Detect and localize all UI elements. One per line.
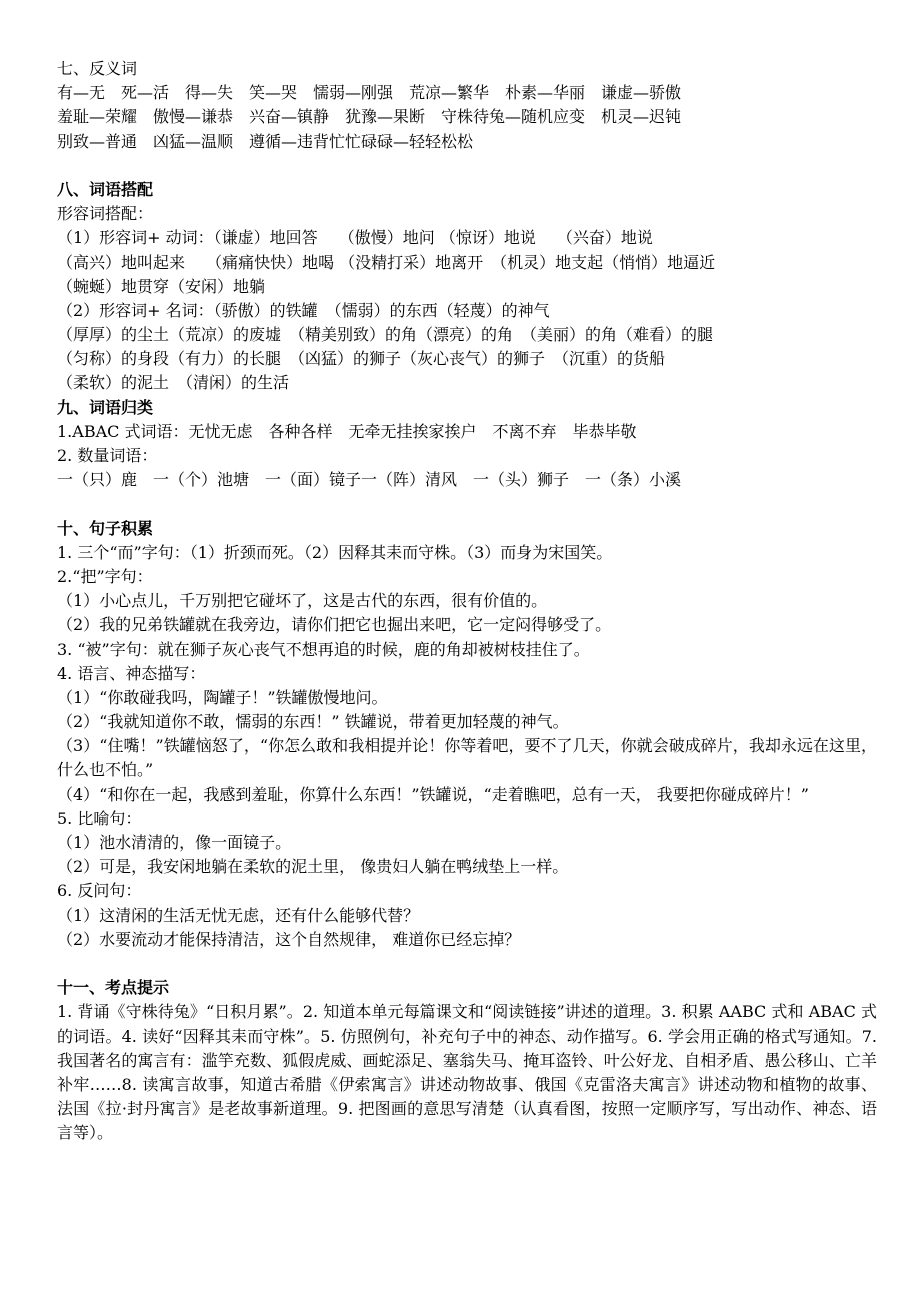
sentence-line-7: （1）“你敢碰我吗，陶罐子！”铁罐傲慢地问。 <box>57 687 388 707</box>
collocation-line-4: （蜿蜒）地贯穿（安闲）地躺 <box>57 276 266 296</box>
sentence-line-5: 3. “被”字句：就在狮子灰心丧气不想再追的时候，鹿的角却被树枝挂住了。 <box>57 639 590 659</box>
classify-line-2: 2. 数量词语： <box>57 446 158 465</box>
exam-points-paragraph: 1. 背诵《守株待兔》“日积月累”。2. 知道本单元每篇课文和“阅读链接”讲述的道理。3. 积累 AABC 式和 ABAC 式的词语。4. 读好“因释其耒而守株”。5. 仿照例句，补充句子中的神态、动作描写。6. 学会用正确的格式写通知。7. 我国著名的寓言有：滥竽充数、狐假虎威、画蛇添足、塞翁失马、掩耳盗铃、叶公好龙、自相矛盾、愚公移山、亡羊补牢……8. 读寓言故事，知道古希腊《伊索寓言》讲述动物故事、俄国《克雷洛夫寓言》讲述动物和植物的故事、法国《拉·封丹寓言》是老故事新道理。9. 把图画的意思写清楚（认真看图，按照一定顺序写，写出动作、神态、语言等）。 <box>57 1002 877 1143</box>
sentence-line-3: （1）小心点儿，千万别把它碰坏了，这是古代的东西，很有价值的。 <box>57 591 548 611</box>
sentence-line-2: 2.“把”字句： <box>57 566 153 586</box>
sentence-line-4: （2）我的兄弟铁罐就在我旁边，请你们把它也掘出来吧，它一定闷得够受了。 <box>57 615 612 635</box>
antonym-line-1: 有—无 死—活 得—失 笑—哭 懦弱—刚强 荒凉—繁华 朴素—华丽 谦虚—骄傲 <box>57 83 682 103</box>
antonym-line-2: 羞耻—荣耀 傲慢—谦恭 兴奋—镇静 犹豫—果断 守株待兔—随机应变 机灵—迟钝 <box>57 107 682 127</box>
document-page <box>57 57 877 1146</box>
spacer <box>57 952 877 976</box>
spacer <box>57 154 877 178</box>
collocation-line-8: （柔软）的泥土 （清闲）的生活 <box>57 373 290 393</box>
collocation-line-2: （1）形容词+ 动词：（谦虚）地回答 （傲慢）地问 （惊讶）地说 （兴奋）地说 <box>57 228 653 248</box>
collocation-line-3: （高兴）地叫起来 （痛痛快快）地喝 （没精打采）地离开 （机灵）地支起（悄悄）地逼近 <box>57 252 716 272</box>
collocation-line-1: 形容词搭配： <box>57 204 154 224</box>
collocation-line-5: （2）形容词+ 名词：（骄傲）的铁罐 （懦弱）的东西（轻蔑）的神气 <box>57 300 550 320</box>
sentence-line-10: （1）池水清清的，像一面镜子。 <box>57 833 292 853</box>
section8-title: 八、词语搭配 <box>57 179 154 199</box>
collocation-line-6: （厚厚）的尘土（荒凉）的废墟 （精美别致）的角（漂亮）的角 （美丽）的角（难看）的腿 <box>57 325 714 345</box>
sentence-line-13: （1）这清闲的生活无忧无虑，还有什么能够代替？ <box>57 905 420 925</box>
collocation-line-7: （匀称）的身段（有力）的长腿 （凶猛）的狮子（灰心丧气）的狮子 （沉重）的货船 <box>57 349 666 369</box>
section9-title: 九、词语归类 <box>57 397 154 417</box>
sentence-paragraph-3: （3）“住嘴！”铁罐恼怒了，“你怎么敢和我相提并论！你等着吧，要不了几天，你就会破成碎片，我却永远在这里，什么也不怕。” <box>57 736 877 780</box>
antonym-line-3: 别致—普通 凶猛—温顺 遵循—违背忙忙碌碌—轻轻松松 <box>57 131 474 151</box>
spacer <box>57 492 877 516</box>
sentence-line-8: （2）“我就知道你不敢，懦弱的东西！” 铁罐说，带着更加轻蔑的神气。 <box>57 712 569 732</box>
classify-line-1: 1.ABAC 式词语：无忧无虑 各种各样 无牵无挂挨家挨户 不离不弃 毕恭毕敬 <box>57 421 637 441</box>
classify-line-3: 一（只）鹿 一（个）池塘 一（面）镜子一（阵）清风 一（头）狮子 一（条）小溪 <box>57 470 682 490</box>
section11-title: 十一、考点提示 <box>57 978 170 998</box>
sentence-line-14: （2）水要流动才能保持清洁，这个自然规律， 难道你已经忘掉？ <box>57 929 521 949</box>
sentence-line-1: 1. 三个“而”字句：（1）折颈而死。（2）因释其耒而守株。（3）而身为宋国笑。 <box>57 542 613 562</box>
sentence-line-6: 4. 语言、神态描写： <box>57 663 206 683</box>
sentence-line-12: 6. 反问句： <box>57 881 142 901</box>
sentence-line-11: （2）可是，我安闲地躺在柔软的泥土里， 像贵妇人躺在鸭绒垫上一样。 <box>57 857 569 877</box>
section7-title: 七、反义词 <box>57 59 138 78</box>
section10-title: 十、句子积累 <box>57 518 154 538</box>
sentence-paragraph-4: （4）“和你在一起，我感到羞耻，你算什么东西！”铁罐说，“走着瞧吧，总有一天， 我要把你碰成碎片！” <box>57 784 809 804</box>
sentence-line-9: 5. 比喻句： <box>57 808 142 828</box>
